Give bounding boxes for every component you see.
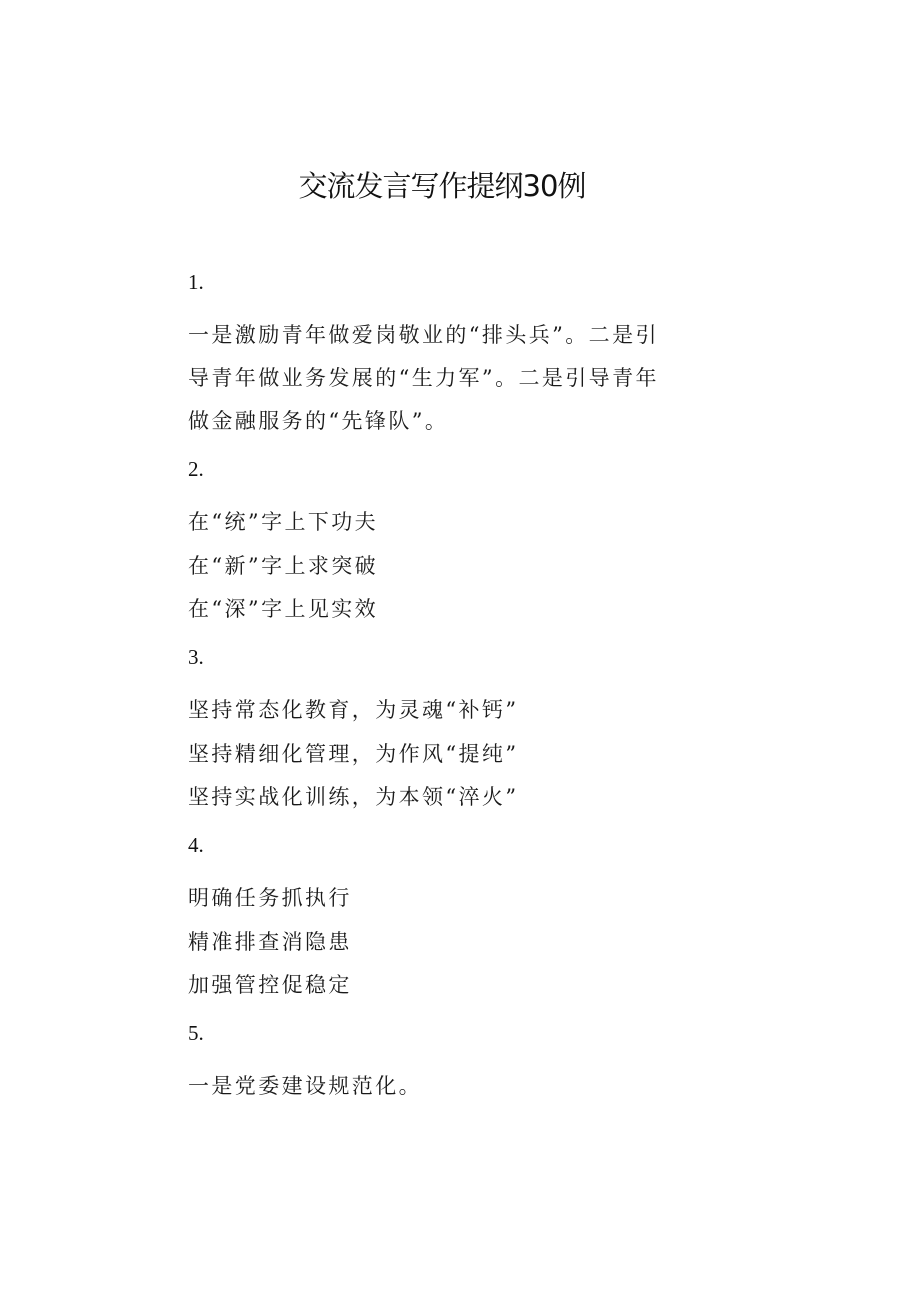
section-1-line-3: 做金融服务的“先锋队”。 bbox=[188, 409, 449, 433]
section-1-line-2: 导青年做业务发展的“生力军”。二是引导青年 bbox=[188, 366, 659, 390]
section-5-line-1: 一是党委建设规范化。 bbox=[188, 1074, 422, 1098]
section-1-number: 1. bbox=[188, 270, 204, 294]
section-2-line-3: 在“深”字上见实效 bbox=[188, 597, 379, 621]
section-4-line-2: 精准排查消隐患 bbox=[188, 930, 352, 954]
document-title: 交流发言写作提纲30例 bbox=[298, 169, 586, 203]
section-3-line-3: 坚持实战化训练，为本领“淬火” bbox=[188, 785, 519, 809]
section-3-line-1: 坚持常态化教育，为灵魂“补钙” bbox=[188, 698, 519, 722]
section-4-line-3: 加强管控促稳定 bbox=[188, 973, 352, 997]
section-4-number: 4. bbox=[188, 833, 204, 857]
section-2-line-1: 在“统”字上下功夫 bbox=[188, 510, 379, 534]
section-4-line-1: 明确任务抓执行 bbox=[188, 886, 352, 910]
section-2-line-2: 在“新”字上求突破 bbox=[188, 554, 379, 578]
section-5-number: 5. bbox=[188, 1021, 204, 1045]
section-3-line-2: 坚持精细化管理，为作风“提纯” bbox=[188, 742, 519, 766]
section-2-number: 2. bbox=[188, 457, 204, 481]
section-1-line-1: 一是激励青年做爱岗敬业的“排头兵”。二是引 bbox=[188, 323, 659, 347]
section-3-number: 3. bbox=[188, 645, 204, 669]
